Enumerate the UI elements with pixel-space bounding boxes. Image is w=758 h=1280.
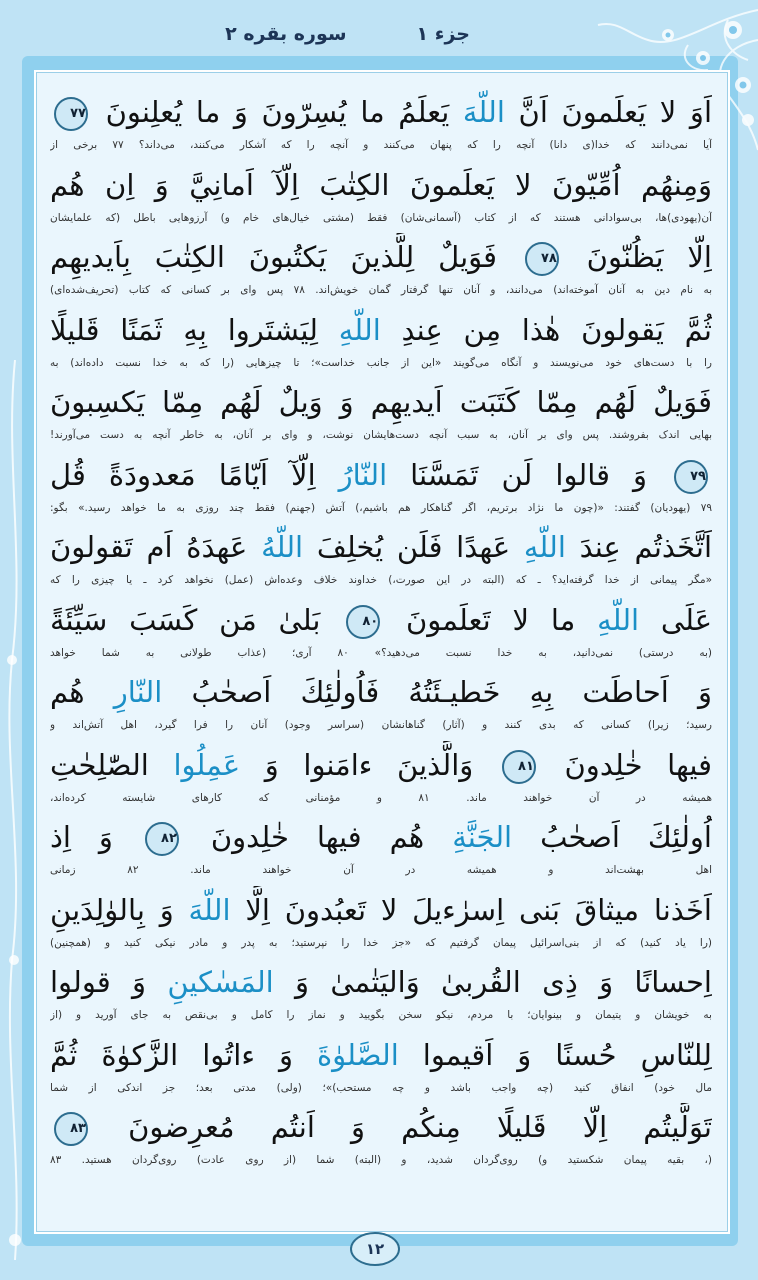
arabic-segment: اَوَ لا يَعلَمونَ اَنَّ (504, 95, 712, 129)
arabic-text (50, 1031, 712, 1079)
persian-translation: (، بقیه پیمان شکستید و) روی‌گردان شدید، و (البته) شما (از روی عادت) روی‌گردان هستید. ۸۳ (50, 1154, 712, 1166)
arabic-text (50, 886, 712, 934)
arabic-text (50, 233, 712, 281)
arabic-segment: وَ اِذ (50, 820, 141, 854)
ayah-number-marker: ۸۰ (346, 605, 380, 639)
arabic-segment: اِحسانًا وَ ذِى القُربىٰ وَاليَتٰمىٰ وَ (273, 965, 712, 999)
persian-translation: را با دست‌های خود می‌نویسند و آنگاه می‌گویند «این از جانب خداست»؛ تا چیزهایی (را که به خدا نسبت داده‌اند) به (50, 356, 712, 369)
persian-translation: (به درستی) نمی‌دانید، به خدا نسبت می‌دهید؟» ۸۰ آری؛ (عذاب طولانی به شما خواهد (50, 646, 712, 659)
persian-translation: آن(یهودی)ها، بی‌سوادانی هستند که از کتاب (آسمانی‌شان) فقط (مشتی خیال‌های خام و) آرزوهایی باطل (که علمایشان (50, 211, 712, 224)
verse-line (50, 958, 712, 1031)
arabic-text (50, 451, 712, 499)
highlighted-word: اللّهِ (597, 602, 640, 637)
arabic-text (50, 88, 712, 136)
arabic-segment: وَ بِالوٰلِدَينِ (50, 892, 189, 927)
highlighted-word: اللّهَ (188, 892, 231, 927)
verse-line (50, 523, 712, 596)
juz-label: جزء ۱ (416, 23, 470, 45)
persian-translation: (را یاد کنید) که از بنی‌اسرائیل پیمان گرفتیم که «جز خدا را نپرستید؛ به پدر و مادر نیکی کنید و (همچنین) (50, 936, 712, 949)
highlighted-word: النّارُ (338, 457, 388, 492)
arabic-text (50, 523, 712, 571)
persian-translation: رسید؛ زیرا) کسانی که بدی کنند و (آثار) گناهانشان (سراسر وجود) آنان را فرا گیرد، اهل آتش‌اند و (50, 719, 712, 731)
arabic-segment: بَلىٰ مَن كَسَبَ سَيِّئَةً (50, 602, 343, 637)
highlighted-word: الجَنَّةِ (452, 820, 513, 854)
ayah-number-marker: ۷۹ (674, 460, 708, 494)
ayah-number-marker: ۸۳ (54, 1112, 88, 1146)
arabic-segment: هُم (50, 675, 114, 709)
arabic-text (50, 668, 712, 716)
persian-translation: به خویشان و یتیمان و بینوایان؛ با مردم، نیکو سخن بگویید و نماز را کامل و بی‌نقص به جای آورید و (از (50, 1009, 712, 1021)
arabic-segment: هُم فيها خٰلِدونَ (182, 820, 453, 854)
arabic-segment: فيها خٰلِدونَ (539, 747, 712, 782)
arabic-text (50, 741, 712, 789)
arabic-text (50, 306, 712, 354)
arabic-segment: اَتَّخَذتُم عِندَ (565, 530, 712, 564)
verse-line (50, 1103, 712, 1176)
arabic-segment: وَ ءاتُوا الزَّكوٰةَ ثُمَّ (50, 1037, 317, 1072)
verse-line (50, 451, 712, 524)
verse-line (50, 886, 712, 959)
verse-line (50, 233, 712, 306)
verse-line (50, 161, 712, 234)
arabic-segment: لِيَشتَروا بِهِ ثَمَنًا قَليلًا (50, 312, 339, 347)
ayah-number-marker: ۷۸ (525, 242, 559, 276)
arabic-segment: وَالَّذينَ ءامَنوا وَ (240, 747, 498, 782)
arabic-segment: عَهدًا فَلَن يُخلِفَ (303, 530, 524, 564)
arabic-segment: ثُمَّ يَقولونَ هٰذا مِن عِندِ (380, 312, 712, 347)
page-number: ۱۲ (350, 1232, 400, 1266)
arabic-segment: اِلّآ اَيّامًا مَعدودَةً قُل (50, 457, 339, 492)
arabic-segment: فَوَيلٌ لِلَّذينَ يَكتُبونَ الكِتٰبَ بِاَيديهِم (50, 240, 521, 274)
persian-translation: بهایی اندک بفروشند. پس وای بر آنان، به سبب آنچه دست‌هایشان نوشت، و وای بر آنان، به خاطر آنچه به دست می‌آورند! (50, 429, 712, 441)
highlighted-word: الصَّلوٰةَ (316, 1037, 399, 1072)
verse-lines (50, 88, 712, 1176)
arabic-segment: اَخَذنا ميثاقَ بَنى اِسرٰءيلَ لا تَعبُدونَ اِلَّا (230, 892, 712, 927)
arabic-segment: ما لا تَعلَمونَ (384, 602, 598, 637)
highlighted-word: اللّهِ (523, 530, 566, 564)
arabic-segment: تَوَلَّيتُم اِلّا قَليلًا مِنكُم وَ اَنتُم مُعرِضونَ (92, 1110, 712, 1144)
ayah-number-marker: ۷۷ (54, 97, 88, 131)
persian-translation: «مگر پیمانی از خدا گرفته‌اید؟ ـ که (البته در این صورت،) خداوند خلاف وعده‌اش (عمل) نخواهد کرد ـ یا چیزی را که (50, 574, 712, 586)
verse-line (50, 596, 712, 669)
arabic-segment: يَعلَمُ ما يُسِرّونَ وَ ما يُعلِنونَ (92, 95, 463, 129)
highlighted-word: اللّهِ (338, 312, 381, 347)
arabic-text (50, 1103, 712, 1151)
arabic-segment: فَوَيلٌ لَهُم مِمّا كَتَبَت اَيديهِم وَ وَيلٌ لَهُم مِمّا يَكسِبونَ (50, 385, 712, 419)
persian-translation: به نام دین به آنان آموخته‌اند) می‌دانند، و آنان تنها گرفتار گمان خویش‌اند. ۷۸ پس وای بر کسانی که کتاب (تحریف‌شده‌ای) (50, 284, 712, 296)
arabic-segment: اِلّا يَظُنّونَ (562, 240, 712, 274)
verse-line (50, 1031, 712, 1104)
arabic-segment: وَمِنهُم اُمِّيّونَ لا يَعلَمونَ الكِتٰبَ اِلّآ اَمانِيَّ وَ اِن هُم (50, 167, 712, 202)
highlighted-word: اللّهَ (462, 95, 505, 129)
arabic-segment: عَلَى (639, 602, 712, 637)
persian-translation: آیا نمی‌دانند که خدا(ی دانا) آنچه را که پنهان می‌کنند و آنچه را که آشکار می‌کنند، می‌داند؟ ۷۷ برخی از (50, 139, 712, 151)
verse-line (50, 306, 712, 379)
verse-line (50, 741, 712, 814)
verse-line (50, 813, 712, 886)
arabic-text (50, 813, 712, 861)
page-header (170, 16, 470, 52)
verse-line (50, 378, 712, 451)
persian-translation: مال خود) انفاق کنید (چه واجب باشد و چه مستحب)»؛ (ولی) مدتی بعد؛ جز اندکی از شما (50, 1081, 712, 1094)
ayah-number-marker: ۸۱ (502, 750, 536, 784)
arabic-segment: لِلنّاسِ حُسنًا وَ اَقيموا (398, 1037, 712, 1072)
highlighted-word: عَمِلُوا (173, 747, 241, 782)
persian-translation: همیشه در آن خواهند ماند. ۸۱ و مؤمنانی که کارهای شایسته کرده‌اند، (50, 791, 712, 804)
verse-line (50, 88, 712, 161)
arabic-text (50, 958, 712, 1006)
arabic-text (50, 161, 712, 209)
arabic-text (50, 378, 712, 426)
persian-translation: اهل بهشت‌اند و همیشه در آن خواهند ماند. ۸۲ زمانی (50, 864, 712, 876)
verse-line (50, 668, 712, 741)
arabic-segment: اُولٰئِكَ اَصحٰبُ (512, 820, 712, 854)
highlighted-word: اللّهُ (261, 530, 304, 564)
surah-label: سوره بقره ۲ (225, 23, 347, 45)
arabic-segment: وَ قالوا لَن تَمَسَّنَا (387, 457, 670, 492)
ayah-number-marker: ۸۲ (145, 822, 179, 856)
persian-translation: ۷۹ (یهودیان) گفتند: «(چون ما نژاد برتریم، اگر گناهکار هم باشیم،) آتش (جهنم) فقط چند روزی به ما خواهد رسید.» بگو: (50, 501, 712, 514)
arabic-text (50, 596, 712, 644)
vine-border-icon (0, 360, 30, 1260)
arabic-segment: وَ اَحاطَت بِهِ خَطيـئَتُهُ فَاُولٰئِكَ اَصحٰبُ (162, 675, 712, 709)
arabic-segment: الصّٰلِحٰتِ (50, 747, 174, 782)
arabic-segment: عَهدَهُ اَم تَقولونَ (50, 530, 262, 564)
arabic-segment: وَ قولوا (50, 965, 168, 999)
highlighted-word: المَسٰكينِ (167, 965, 274, 999)
highlighted-word: النّارِ (113, 675, 163, 709)
